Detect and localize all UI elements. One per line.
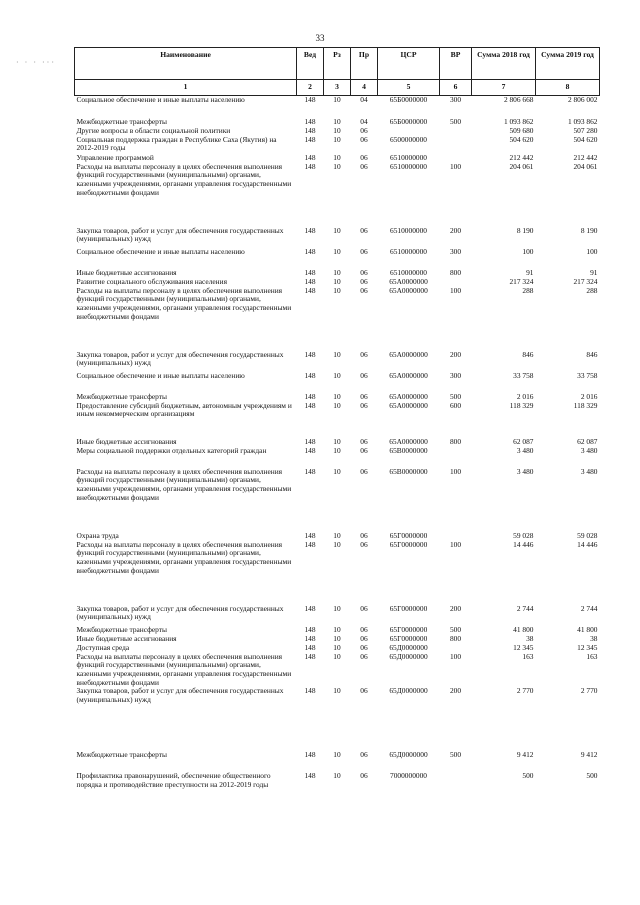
cell-sum-2019: 91 <box>590 267 598 277</box>
cell-rz: 10 <box>333 624 341 634</box>
table-row <box>75 447 600 468</box>
cell-vr: 100 <box>449 651 462 661</box>
cell-rz: 10 <box>333 750 341 760</box>
cell-rz: 10 <box>333 633 341 643</box>
cell-vr: 100 <box>449 161 462 171</box>
cell-sum-2019: 163 <box>586 651 598 661</box>
column-number: 2 <box>297 80 324 96</box>
cell-csr: 6510000000 <box>390 225 427 235</box>
cell-vr: 300 <box>449 246 462 256</box>
cell-pr: 06 <box>360 349 368 359</box>
cell-ved: 148 <box>304 161 316 171</box>
cell-ved: 148 <box>304 603 316 613</box>
cell-name: Межбюджетные трансферты <box>76 750 167 760</box>
cell-ved: 148 <box>304 285 316 295</box>
cell-ved: 148 <box>304 246 316 256</box>
cell-ved: 148 <box>304 651 316 661</box>
cell-pr: 06 <box>360 152 368 162</box>
cell-sum-2019: 9 412 <box>580 750 598 760</box>
cell-vr: 100 <box>449 539 462 549</box>
cell-vr: 500 <box>449 750 462 760</box>
cell-pr: 06 <box>360 125 368 135</box>
cell-csr: 65А0000000 <box>389 370 428 380</box>
cell-csr: 65Г0000000 <box>389 624 428 634</box>
cell-csr: 65А0000000 <box>389 436 428 446</box>
cell-csr: 65Г0000000 <box>389 530 428 540</box>
cell-rz: 10 <box>333 161 341 171</box>
cell-rz: 10 <box>333 651 341 661</box>
cell-pr: 06 <box>360 633 368 643</box>
table-row <box>75 372 600 393</box>
cell-ved: 148 <box>304 466 316 476</box>
header-vr: ВР <box>440 48 472 80</box>
cell-sum-2019: 59 028 <box>577 530 598 540</box>
cell-sum-2018: 2 744 <box>516 603 534 613</box>
cell-pr: 06 <box>360 651 368 661</box>
cell-name: Межбюджетные трансферты <box>76 391 167 401</box>
cell-rz: 10 <box>333 539 341 549</box>
cell-pr: 06 <box>360 624 368 634</box>
cell-vr <box>440 447 472 468</box>
cell-pr: 06 <box>360 466 368 476</box>
cell-csr: 6510000000 <box>390 246 427 256</box>
column-number: 4 <box>351 80 378 96</box>
cell-rz: 10 <box>333 95 341 104</box>
cell-sum-2018: 217 324 <box>509 276 534 286</box>
cell-name: Предоставление субсидий бюджетным, автономным учреждениям и иным некоммерческим организациям <box>76 400 292 419</box>
cell-csr: 6510000000 <box>390 152 427 162</box>
cell-sum-2018: 2 806 668 <box>503 95 534 104</box>
cell-ved: 148 <box>304 225 316 235</box>
cell-vr <box>440 772 472 789</box>
cell-vr: 800 <box>449 267 462 277</box>
cell-vr: 200 <box>449 225 462 235</box>
cell-vr: 200 <box>449 686 462 696</box>
header-name: Наименование <box>75 48 297 80</box>
cell-ved: 148 <box>304 686 316 696</box>
cell-vr: 200 <box>449 349 462 359</box>
cell-sum-2018: 100 <box>522 246 534 256</box>
column-number: 7 <box>472 80 536 96</box>
cell-sum-2018: 1 093 862 <box>503 116 534 126</box>
cell-ved: 148 <box>304 750 316 760</box>
cell-ved: 148 <box>304 391 316 401</box>
cell-sum-2019: 504 620 <box>573 134 598 144</box>
table-row <box>75 227 600 248</box>
cell-sum-2019: 217 324 <box>573 276 598 286</box>
table-row <box>75 136 600 154</box>
cell-vr: 100 <box>449 466 462 476</box>
cell-pr: 06 <box>360 285 368 295</box>
column-number: 6 <box>440 80 472 96</box>
cell-sum-2019: 2 744 <box>580 603 598 613</box>
table-row <box>75 605 600 626</box>
cell-rz: 10 <box>333 276 341 286</box>
table-row <box>75 687 600 751</box>
table-row <box>75 287 600 351</box>
table-row <box>75 468 600 532</box>
cell-sum-2018: 8 190 <box>516 225 534 235</box>
cell-csr: 6510000000 <box>390 267 427 277</box>
cell-rz: 10 <box>333 285 341 295</box>
cell-pr: 06 <box>360 370 368 380</box>
cell-sum-2018: 118 329 <box>509 400 534 410</box>
cell-ved: 148 <box>304 152 316 162</box>
cell-csr: 6500000000 <box>390 134 427 144</box>
cell-pr: 06 <box>360 530 368 540</box>
cell-csr: 65Б0000000 <box>389 95 428 104</box>
cell-csr: 65В0000000 <box>389 466 428 476</box>
cell-rz: 10 <box>333 125 341 135</box>
cell-sum-2018: 41 800 <box>513 624 534 634</box>
cell-vr: 600 <box>449 400 462 410</box>
table-row <box>75 351 600 372</box>
cell-rz: 10 <box>333 400 341 410</box>
cell-ved: 148 <box>304 95 316 104</box>
header-rz: Рз <box>324 48 351 80</box>
table-row <box>75 402 600 438</box>
cell-ved: 148 <box>304 436 316 446</box>
cell-ved: 148 <box>304 624 316 634</box>
cell-vr <box>440 136 472 154</box>
cell-ved: 148 <box>304 445 316 455</box>
cell-sum-2019: 41 800 <box>577 624 598 634</box>
cell-csr: 65В0000000 <box>389 445 428 455</box>
cell-ved: 148 <box>304 116 316 126</box>
cell-csr: 65А0000000 <box>389 391 428 401</box>
cell-ved: 148 <box>304 530 316 540</box>
cell-sum-2018: 33 758 <box>513 370 534 380</box>
cell-sum-2019: 118 329 <box>573 400 598 410</box>
cell-csr: 65Д0000000 <box>389 750 428 760</box>
column-number: 5 <box>378 80 440 96</box>
cell-sum-2018: 3 480 <box>516 466 534 476</box>
cell-pr: 06 <box>360 539 368 549</box>
cell-ved: 148 <box>304 539 316 549</box>
cell-vr: 100 <box>449 285 462 295</box>
header-csr: ЦСР <box>378 48 440 80</box>
cell-sum-2018: 3 480 <box>516 445 534 455</box>
cell-sum-2018: 2 770 <box>516 686 534 696</box>
cell-sum-2018: 91 <box>526 267 534 277</box>
header-sum-2018: Сумма 2018 год <box>472 48 536 80</box>
cell-csr: 65Г0000000 <box>389 603 428 613</box>
cell-pr: 06 <box>360 246 368 256</box>
cell-name: Меры социальной поддержки отдельных категорий граждан <box>76 445 267 455</box>
cell-sum-2019: 38 <box>590 633 598 643</box>
cell-sum-2019: 1 093 862 <box>567 116 598 126</box>
cell-ved: 148 <box>304 276 316 286</box>
cell-ved: 148 <box>304 771 316 781</box>
cell-name: Социальная поддержка граждан в Республике Саха (Якутия) на 2012-2019 годы <box>76 134 277 153</box>
cell-sum-2018: 62 087 <box>513 436 534 446</box>
table-row <box>75 751 600 772</box>
cell-vr <box>440 127 472 136</box>
cell-name: Закупка товаров, работ и услуг для обеспечения государственных (муниципальных) нужд <box>76 603 284 622</box>
cell-csr: 7000000000 <box>390 771 427 781</box>
cell-vr: 300 <box>449 95 462 104</box>
cell-csr: 65А0000000 <box>389 276 428 286</box>
cell-sum-2018: 204 061 <box>509 161 534 171</box>
cell-ved: 148 <box>304 349 316 359</box>
cell-sum-2019: 2 770 <box>580 686 598 696</box>
cell-name: Социальное обеспечение и иные выплаты населению <box>76 370 245 380</box>
cell-sum-2018: 12 345 <box>513 642 534 652</box>
cell-sum-2018: 163 <box>522 651 534 661</box>
cell-vr: 800 <box>449 436 462 446</box>
cell-pr: 06 <box>360 267 368 277</box>
header-ved: Вед <box>297 48 324 80</box>
cell-sum-2018: 14 446 <box>513 539 534 549</box>
cell-rz: 10 <box>333 134 341 144</box>
cell-csr: 65Д0000000 <box>389 651 428 661</box>
cell-rz: 10 <box>333 246 341 256</box>
cell-sum-2018: 2 016 <box>516 391 534 401</box>
cell-csr: 65А0000000 <box>389 400 428 410</box>
cell-sum-2019: 288 <box>586 285 598 295</box>
cell-pr: 06 <box>360 603 368 613</box>
cell-name: Расходы на выплаты персоналу в целях обеспечения выполнения функций государственными (муниципальными) органами, казенными учреждениями, органами управления государственными внебюджетными фондами <box>76 539 292 575</box>
cell-sum-2018: 500 <box>522 771 534 781</box>
cell-pr: 06 <box>360 400 368 410</box>
column-number-row <box>75 80 600 96</box>
cell-name: Доступная среда <box>76 642 130 652</box>
cell-rz: 10 <box>333 152 341 162</box>
cell-ved: 148 <box>304 642 316 652</box>
cell-rz: 10 <box>333 349 341 359</box>
cell-sum-2018: 59 028 <box>513 530 534 540</box>
cell-name: Межбюджетные трансферты <box>76 624 167 634</box>
cell-csr: 65А0000000 <box>389 349 428 359</box>
cell-sum-2019: 3 480 <box>580 445 598 455</box>
cell-name: Управление программой <box>76 152 154 162</box>
cell-pr: 06 <box>360 225 368 235</box>
cell-rz: 10 <box>333 436 341 446</box>
table-row <box>75 653 600 688</box>
cell-csr: 65Г0000000 <box>389 539 428 549</box>
cell-sum-2018: 846 <box>522 349 534 359</box>
cell-name: Межбюджетные трансферты <box>76 116 167 126</box>
cell-sum-2019: 33 758 <box>577 370 598 380</box>
cell-name: Развитие социального обслуживания населения <box>76 276 227 286</box>
cell-pr: 06 <box>360 750 368 760</box>
cell-ved: 148 <box>304 125 316 135</box>
cell-rz: 10 <box>333 603 341 613</box>
page-number: 33 <box>315 33 325 43</box>
column-number: 3 <box>324 80 351 96</box>
cell-csr: 65Д0000000 <box>389 642 428 652</box>
cell-vr: 200 <box>449 603 462 613</box>
cell-name: Профилактика правонарушений, обеспечение общественного порядка и противодействие преступности на 2012-2019 годы <box>76 771 271 790</box>
cell-vr: 500 <box>449 391 462 401</box>
cell-sum-2019: 12 345 <box>577 642 598 652</box>
cell-sum-2019: 2 016 <box>580 391 598 401</box>
column-number: 1 <box>75 80 297 96</box>
cell-sum-2019: 846 <box>586 349 598 359</box>
table-row <box>75 248 600 269</box>
cell-name: Закупка товаров, работ и услуг для обеспечения государственных (муниципальных) нужд <box>76 349 284 368</box>
cell-name: Социальное обеспечение и иные выплаты населению <box>76 95 245 104</box>
cell-sum-2019: 14 446 <box>577 539 598 549</box>
cell-rz: 10 <box>333 530 341 540</box>
cell-name: Расходы на выплаты персоналу в целях обеспечения выполнения функций государственными (муниципальными) органами, казенными учреждениями, органами управления государственными внебюджетными фондами <box>76 466 292 502</box>
cell-csr: 65Д0000000 <box>389 686 428 696</box>
cell-sum-2019: 500 <box>586 771 598 781</box>
cell-vr: 500 <box>449 116 462 126</box>
header-row <box>75 48 600 80</box>
cell-csr: 6510000000 <box>390 161 427 171</box>
margin-mark: · · · ··· <box>16 58 56 67</box>
cell-vr: 500 <box>449 624 462 634</box>
cell-sum-2018: 509 680 <box>509 125 534 135</box>
cell-rz: 10 <box>333 267 341 277</box>
table-row <box>75 163 600 227</box>
cell-pr: 04 <box>360 95 368 104</box>
cell-pr: 06 <box>360 445 368 455</box>
cell-pr: 04 <box>360 116 368 126</box>
cell-pr: 06 <box>360 642 368 652</box>
table-row <box>75 96 600 118</box>
cell-ved: 148 <box>304 370 316 380</box>
cell-sum-2018: 212 442 <box>509 152 534 162</box>
cell-rz: 10 <box>333 771 341 781</box>
table-row <box>75 541 600 605</box>
cell-sum-2018: 288 <box>522 285 534 295</box>
budget-table <box>74 47 600 790</box>
cell-sum-2019: 100 <box>586 246 598 256</box>
cell-sum-2019: 2 806 002 <box>567 95 598 104</box>
cell-pr: 06 <box>360 161 368 171</box>
table-row <box>75 772 600 789</box>
cell-name: Расходы на выплаты персоналу в целях обеспечения выполнения функций государственными (муниципальными) органами, казенными учреждениями, органами управления государственными внебюджетными фондами <box>76 651 292 687</box>
cell-rz: 10 <box>333 370 341 380</box>
column-number: 8 <box>536 80 600 96</box>
cell-pr: 06 <box>360 436 368 446</box>
cell-name: Закупка товаров, работ и услуг для обеспечения государственных (муниципальных) нужд <box>76 686 284 705</box>
cell-rz: 10 <box>333 445 341 455</box>
header-pr: Пр <box>351 48 378 80</box>
cell-sum-2018: 504 620 <box>509 134 534 144</box>
cell-csr: 65Б0000000 <box>389 116 428 126</box>
cell-name: Иные бюджетные ассигнования <box>76 633 177 643</box>
cell-rz: 10 <box>333 466 341 476</box>
cell-pr: 06 <box>360 276 368 286</box>
cell-ved: 148 <box>304 400 316 410</box>
cell-name: Иные бюджетные ассигнования <box>76 436 177 446</box>
cell-vr: 300 <box>449 370 462 380</box>
cell-sum-2019: 3 480 <box>580 466 598 476</box>
cell-sum-2018: 38 <box>526 633 534 643</box>
cell-pr: 06 <box>360 391 368 401</box>
cell-pr: 06 <box>360 771 368 781</box>
cell-sum-2019: 8 190 <box>580 225 598 235</box>
cell-csr: 65А0000000 <box>389 285 428 295</box>
cell-ved: 148 <box>304 267 316 277</box>
cell-rz: 10 <box>333 116 341 126</box>
cell-rz: 10 <box>333 686 341 696</box>
cell-name: Расходы на выплаты персоналу в целях обеспечения выполнения функций государственными (муниципальными) органами, казенными учреждениями, органами управления государственными внебюджетными фондами <box>76 161 292 197</box>
cell-sum-2019: 212 442 <box>573 152 598 162</box>
cell-name: Иные бюджетные ассигнования <box>76 267 177 277</box>
cell-rz: 10 <box>333 391 341 401</box>
cell-sum-2019: 204 061 <box>573 161 598 171</box>
cell-name: Другие вопросы в области социальной политики <box>76 125 231 135</box>
cell-rz: 10 <box>333 642 341 652</box>
cell-pr: 06 <box>360 686 368 696</box>
cell-sum-2019: 62 087 <box>577 436 598 446</box>
header-sum-2019: Сумма 2019 год <box>536 48 600 80</box>
cell-name: Расходы на выплаты персоналу в целях обеспечения выполнения функций государственными (муниципальными) органами, казенными учреждениями, органами управления государственными внебюджетными фондами <box>76 285 292 321</box>
cell-name: Социальное обеспечение и иные выплаты населению <box>76 246 245 256</box>
cell-name: Закупка товаров, работ и услуг для обеспечения государственных (муниципальных) нужд <box>76 225 284 244</box>
cell-pr: 06 <box>360 134 368 144</box>
table-body <box>75 96 600 790</box>
cell-vr: 800 <box>449 633 462 643</box>
cell-ved: 148 <box>304 134 316 144</box>
cell-rz: 10 <box>333 225 341 235</box>
cell-name: Охрана труда <box>76 530 119 540</box>
cell-sum-2019: 507 280 <box>573 125 598 135</box>
cell-csr: 65Г0000000 <box>389 633 428 643</box>
cell-ved: 148 <box>304 633 316 643</box>
cell-sum-2018: 9 412 <box>516 750 534 760</box>
